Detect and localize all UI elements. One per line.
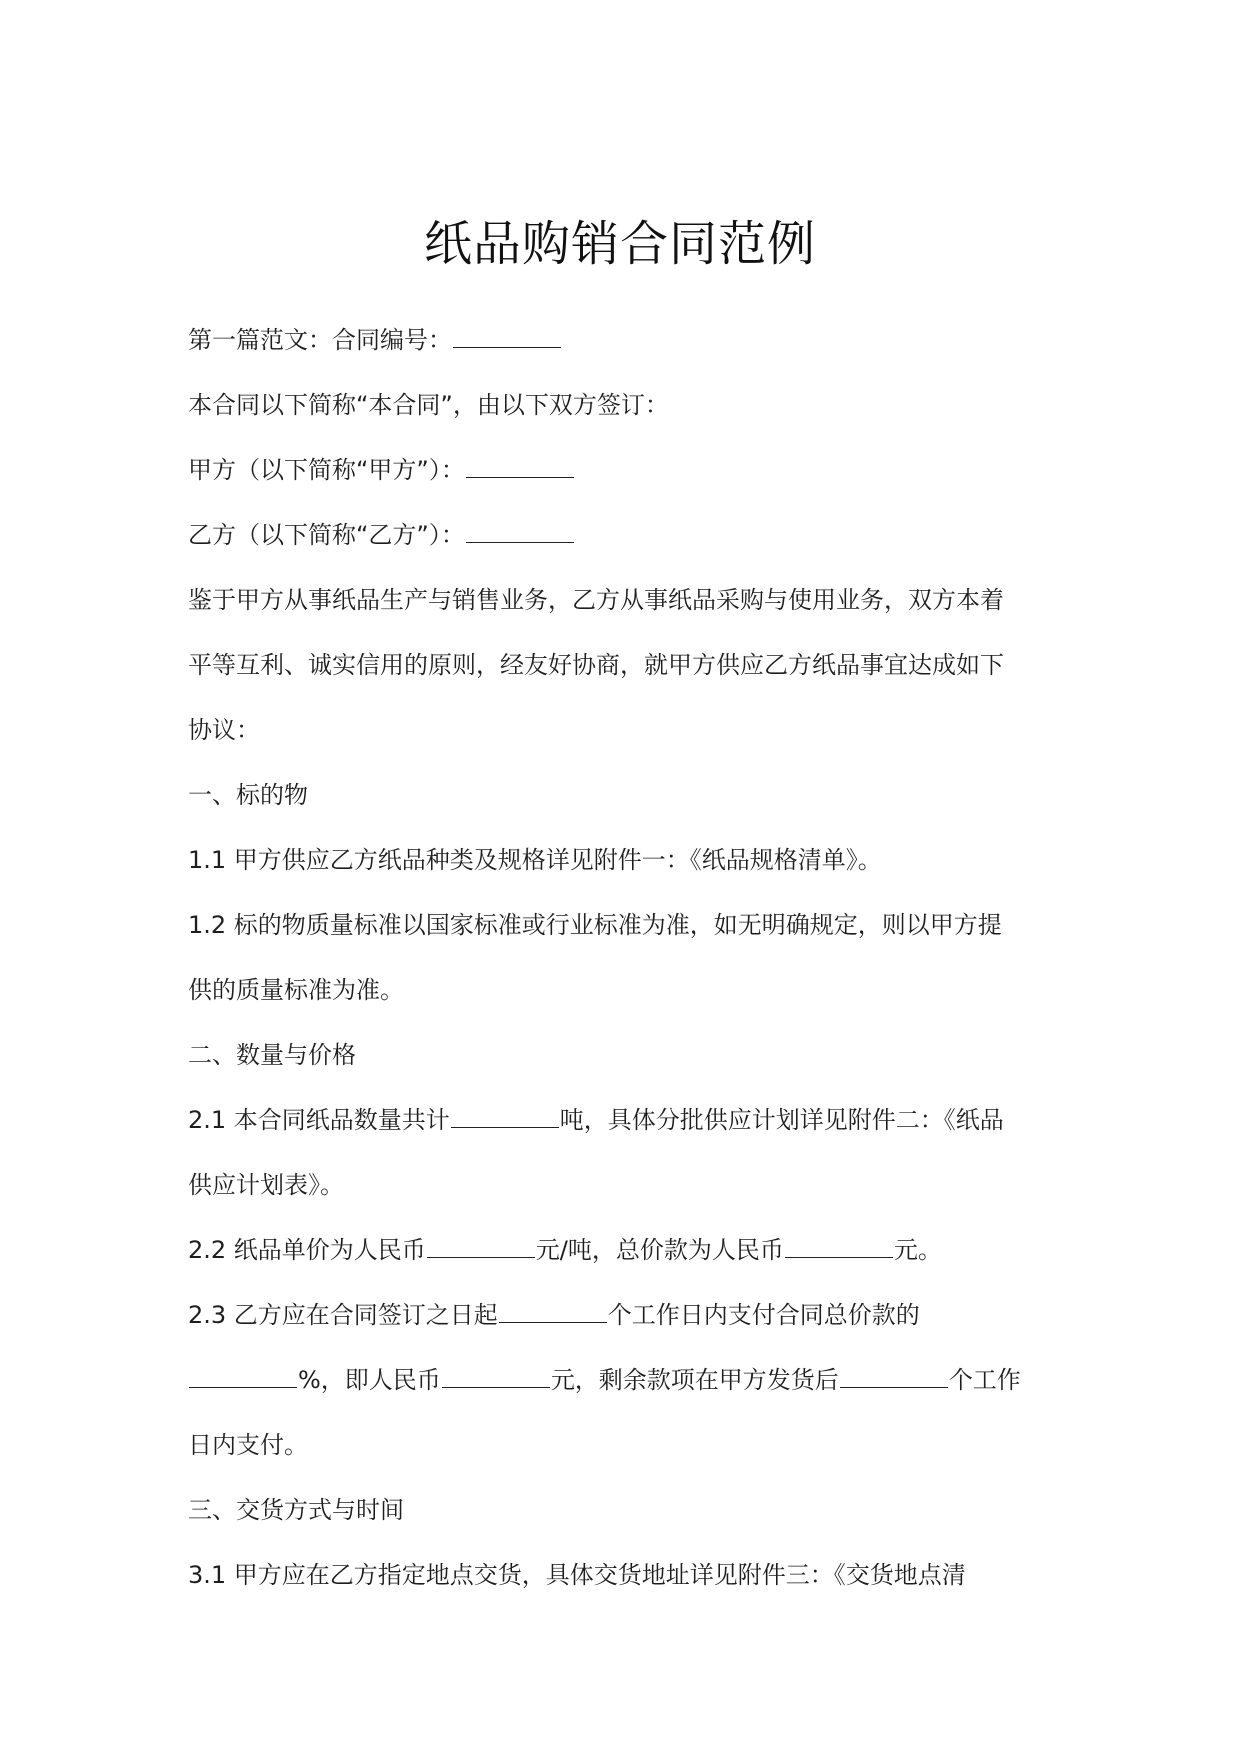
paragraph-line	[188, 903, 1068, 968]
line-text: 元。	[893, 1236, 942, 1264]
fill-in-blank[interactable]	[453, 325, 561, 348]
fill-in-blank[interactable]	[451, 1105, 559, 1128]
paragraph-line	[188, 838, 1068, 903]
line-text: 二、数量与价格	[188, 1041, 356, 1069]
line-text: 2.3 乙方应在合同签订之日起	[188, 1301, 498, 1329]
line-text: 元，剩余款项在甲方发货后	[550, 1366, 839, 1394]
fill-in-blank[interactable]	[466, 520, 574, 543]
line-text: 供的质量标准为准。	[188, 976, 404, 1004]
line-text: 元/吨，总价款为人民币	[535, 1236, 784, 1264]
line-text: 2.2 纸品单价为人民币	[188, 1236, 426, 1264]
fill-in-blank[interactable]	[466, 455, 574, 478]
line-text: 协议：	[188, 716, 260, 744]
paragraph-line	[188, 578, 1068, 643]
line-text: 日内支付。	[188, 1431, 308, 1459]
fill-in-blank[interactable]	[427, 1235, 535, 1258]
line-text: 3.1 甲方应在乙方指定地点交货，具体交货地址详见附件三：《交货地点清	[188, 1561, 966, 1589]
line-text: 平等互利、诚实信用的原则，经友好协商，就甲方供应乙方纸品事宜达成如下	[188, 651, 1004, 679]
fill-in-blank[interactable]	[840, 1365, 948, 1388]
paragraph-line	[188, 1098, 1068, 1163]
line-text: 吨，具体分批供应计划详见附件二：《纸品	[559, 1106, 1004, 1134]
document-body	[188, 318, 1068, 1618]
fill-in-blank[interactable]	[189, 1365, 297, 1388]
line-text: 1.2 标的物质量标准以国家标准或行业标准为准，如无明确规定，则以甲方提	[188, 911, 1002, 939]
paragraph-line	[188, 1293, 1068, 1358]
paragraph-line	[188, 1163, 1068, 1228]
paragraph-line	[188, 383, 1068, 448]
paragraph-line	[188, 1553, 1068, 1618]
line-text: %，即人民币	[298, 1366, 441, 1394]
line-text: 1.1 甲方供应乙方纸品种类及规格详见附件一：《纸品规格清单》。	[188, 846, 882, 874]
paragraph-line	[188, 1358, 1068, 1423]
line-text: 一、标的物	[188, 781, 308, 809]
section-heading	[188, 1488, 1068, 1553]
line-text: 本合同以下简称“本合同”，由以下双方签订：	[188, 391, 669, 419]
paragraph-line	[188, 1423, 1068, 1488]
line-text: 乙方（以下简称“乙方”）：	[188, 521, 465, 549]
paragraph-line	[188, 513, 1068, 578]
fill-in-blank[interactable]	[499, 1300, 607, 1323]
section-heading	[188, 773, 1068, 838]
fill-in-blank[interactable]	[442, 1365, 550, 1388]
document-title: 纸品购销合同范例	[423, 216, 816, 272]
paragraph-line	[188, 318, 1068, 383]
fill-in-blank[interactable]	[785, 1235, 893, 1258]
line-text: 第一篇范文：合同编号：	[188, 326, 452, 354]
line-text: 鉴于甲方从事纸品生产与销售业务，乙方从事纸品采购与使用业务，双方本着	[188, 586, 1004, 614]
line-text: 三、交货方式与时间	[188, 1496, 404, 1524]
paragraph-line	[188, 643, 1068, 708]
paragraph-line	[188, 448, 1068, 513]
line-text: 甲方（以下简称“甲方”）：	[188, 456, 465, 484]
section-heading	[188, 1033, 1068, 1098]
paragraph-line	[188, 1228, 1068, 1293]
line-text: 供应计划表》。	[188, 1171, 344, 1199]
paragraph-line	[188, 708, 1068, 773]
line-text: 个工作	[948, 1366, 1021, 1394]
line-text: 2.1 本合同纸品数量共计	[188, 1106, 450, 1134]
paragraph-line	[188, 968, 1068, 1033]
line-text: 个工作日内支付合同总价款的	[607, 1301, 920, 1329]
